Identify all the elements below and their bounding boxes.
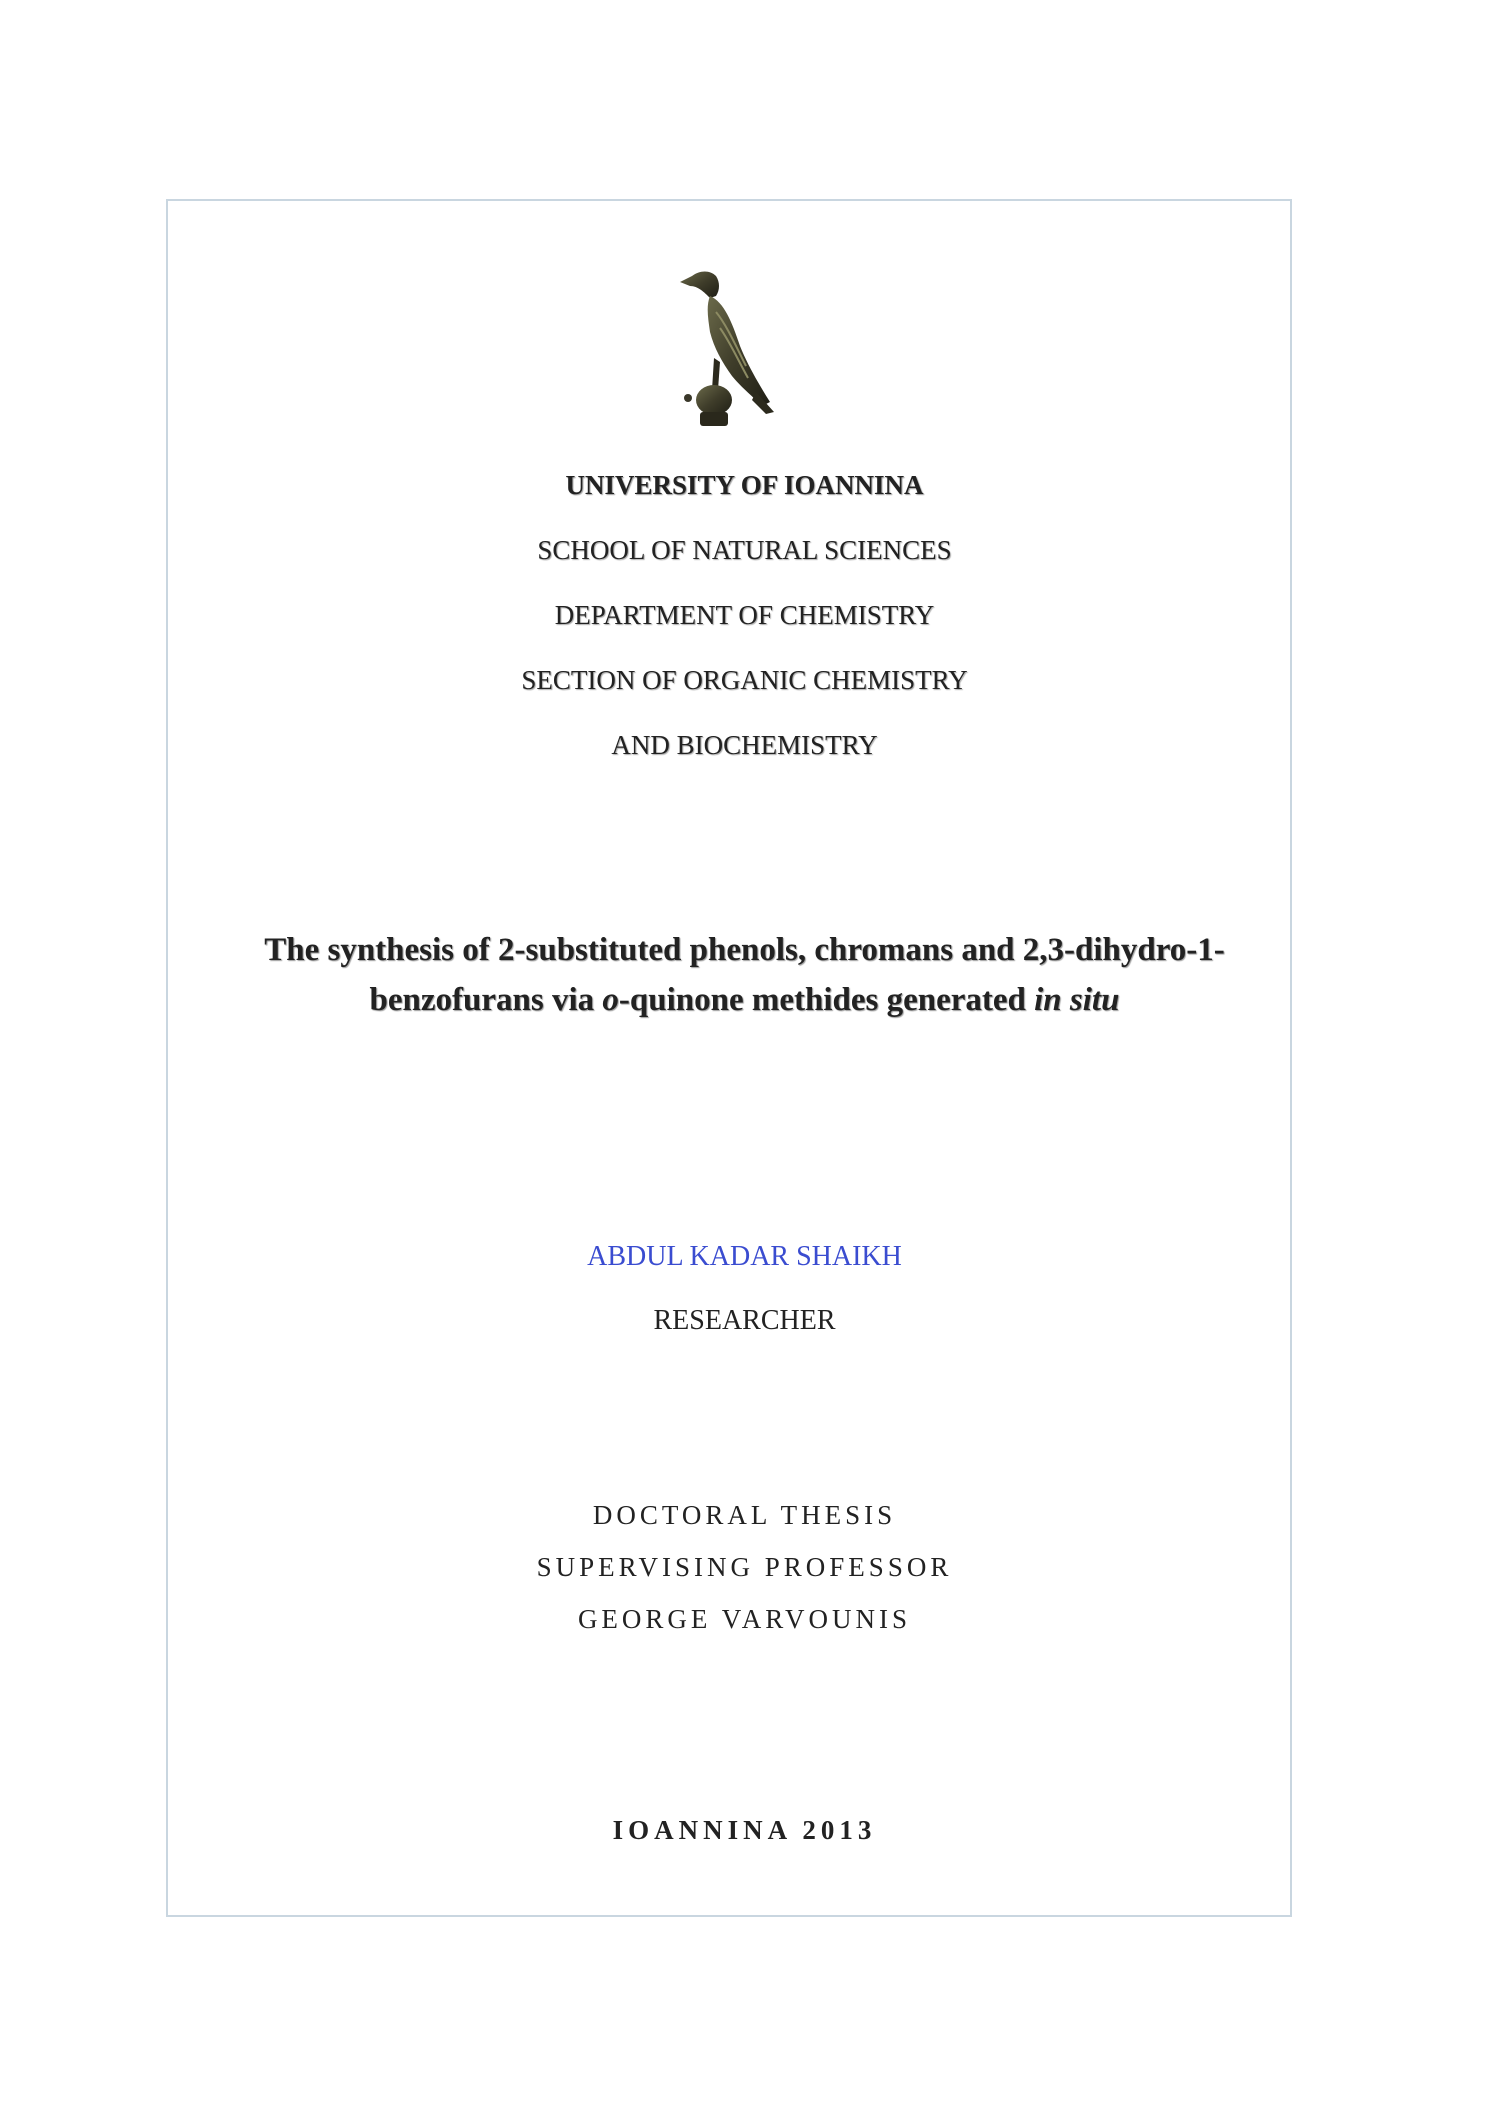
department-name: DEPARTMENT OF CHEMISTRY bbox=[554, 600, 935, 630]
thesis-title bbox=[0, 925, 1489, 1025]
thesis-title-line2 bbox=[0, 975, 1489, 1025]
thesis-type: DOCTORAL THESIS bbox=[592, 1500, 897, 1530]
place-year: IOANNINA 2013 bbox=[612, 1815, 877, 1845]
page-frame bbox=[166, 199, 1292, 1917]
thesis-title-line1: The synthesis of 2-substituted phenols, chromans and 2,3-dihydro-1- bbox=[264, 932, 1225, 968]
thesis-title-italic-o: o bbox=[602, 982, 619, 1018]
section-name-line2: AND BIOCHEMISTRY bbox=[611, 730, 878, 760]
thesis-title-line2-part1: benzofurans via bbox=[369, 982, 603, 1018]
eagle-emblem-icon bbox=[670, 262, 794, 438]
author-name: ABDUL KADAR SHAIKH bbox=[587, 1241, 902, 1272]
university-name: UNIVERSITY OF IOANNINA bbox=[565, 470, 924, 500]
author-role: RESEARCHER bbox=[653, 1305, 836, 1336]
thesis-title-line2-part2: -quinone methides generated bbox=[618, 982, 1035, 1018]
section-name-line1: SECTION OF ORGANIC CHEMISTRY bbox=[521, 665, 968, 695]
thesis-title-italic-in-situ: in situ bbox=[1034, 982, 1120, 1018]
supervisor-label: SUPERVISING PROFESSOR bbox=[536, 1552, 953, 1582]
school-name: SCHOOL OF NATURAL SCIENCES bbox=[537, 535, 952, 565]
supervisor-name: GEORGE VARVOUNIS bbox=[577, 1604, 912, 1634]
